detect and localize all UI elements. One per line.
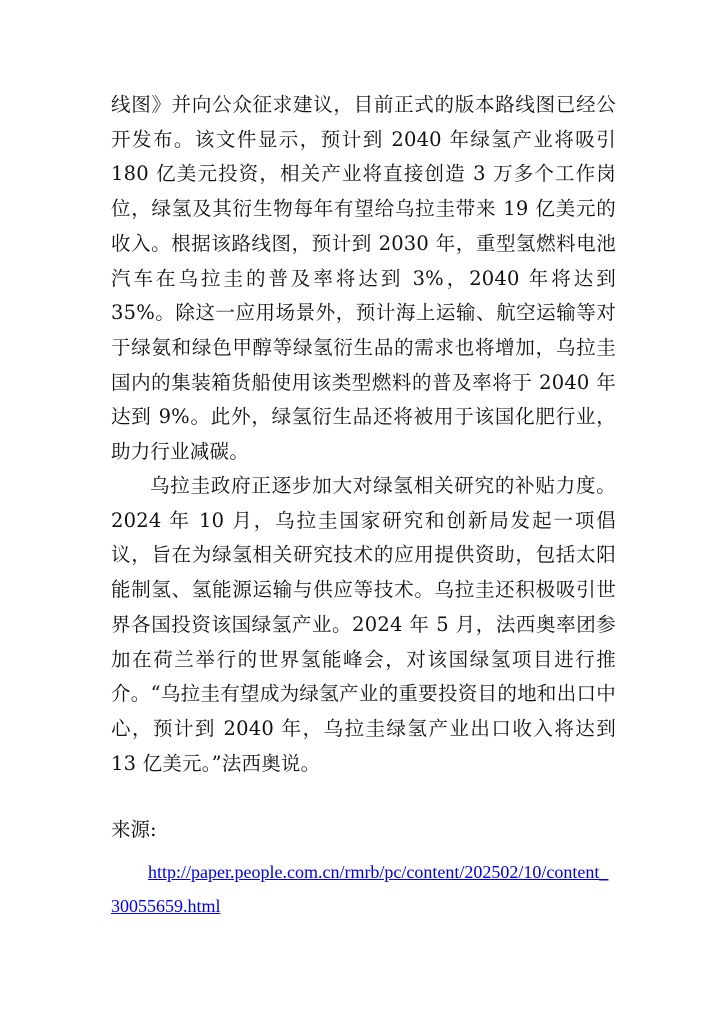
source-link[interactable]: http://paper.people.com.cn/rmrb/pc/content/202502/10/content_30055659.html — [111, 862, 609, 916]
paragraph-hydrogen-roadmap: 线图》并向公众征求建议，目前正式的版本路线图已经公开发布。该文件显示，预计到 2040 年绿氢产业将吸引 180 亿美元投资，相关产业将直接创造 3 万多个工作岗位，绿氢及其衍生物每年有望给乌拉圭带来 19 亿美元的收入。根据该路线图，预计到 2030 年，重型氢燃料电池汽车在乌拉圭的普及率将达到 3%，2040 年将达到 35%。除这一应用场景外，预计海上运输、航空运输等对于绿氨和绿色甲醇等绿氢衍生品的需求也将增加，乌拉圭国内的集装箱货船使用该类型燃料的普及率将于 2040 年达到 9%。此外，绿氢衍生品还将被用于该国化肥行业，助力行业减碳。 — [111, 93, 616, 464]
paragraph-government-subsidies: 乌拉圭政府正逐步加大对绿氢相关研究的补贴力度。2024 年 10 月，乌拉圭国家研究和创新局发起一项倡议，旨在为绿氢相关研究技术的应用提供资助，包括太阳能制氢、氢能源运输与供应等技术。乌拉圭还积极吸引世界各国投资该国绿氢产业。2024 年 5 月，法西奥率团参加在荷兰举行的世界氢能峰会，对该国绿氢项目进行推介。“乌拉圭有望成为绿氢产业的重要投资目的地和出口中心，预计到 2040 年，乌拉圭绿氢产业出口收入将达到 13 亿美元。”法西奥说。 — [111, 474, 616, 775]
source-label: 来源: — [111, 818, 157, 841]
